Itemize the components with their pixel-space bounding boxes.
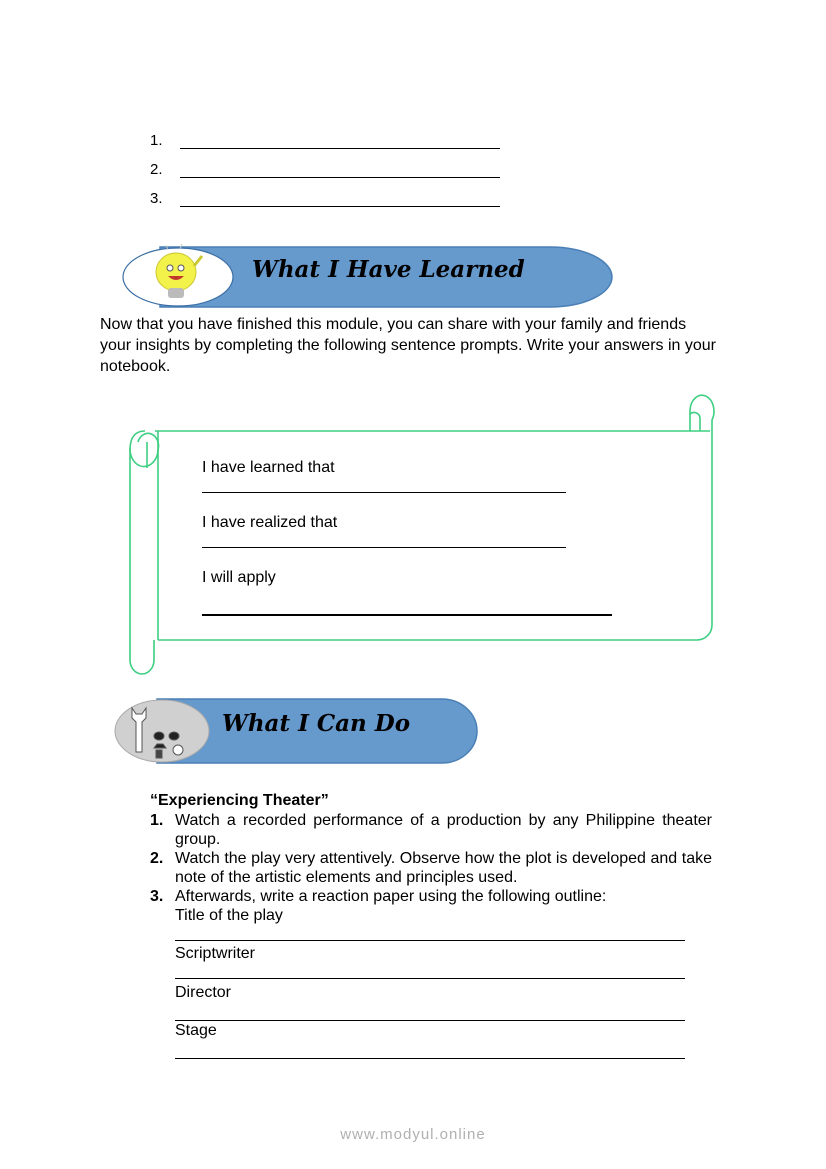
answer-number-3: 3. [150,190,163,207]
prompt-learned-blank [202,478,566,493]
answer-line-3 [180,191,500,207]
answer-line-2 [180,162,500,178]
section-title-learned: What I Have Learned [252,256,525,283]
outline-title: Title of the play [175,907,283,924]
prompt-apply-blank [202,600,612,616]
step-text: Afterwards, write a reaction paper using the following outline: [175,888,607,905]
outline-stage: Stage [175,1022,217,1039]
outline-director-blank [175,1010,685,1021]
answer-number-2: 2. [150,161,163,178]
step-3 [150,887,712,906]
step-number: 2. [150,850,164,867]
prompt-realized-blank [202,533,566,548]
outline-director: Director [175,984,232,1001]
intro-paragraph: Now that you have finished this module, you can share with your family and friends your insights by completing the following sentence prompts. Write your answers in your notebook. [100,316,716,375]
footer-watermark: www.modyul.online [340,1126,486,1143]
answer-line-1 [180,133,500,149]
step-number: 1. [150,812,164,829]
outline-scriptwriter-blank [175,968,685,979]
prompt-learned: I have learned that [202,459,335,476]
activity-title: “Experiencing Theater” [150,792,329,809]
prompt-apply: I will apply [202,569,276,586]
outline-scriptwriter: Scriptwriter [175,945,256,962]
step-1 [150,811,712,849]
outline-title-blank [175,930,685,941]
step-number: 3. [150,888,164,905]
prompt-realized: I have realized that [202,514,338,531]
answer-number-1: 1. [150,132,163,149]
outline-stage-blank [175,1048,685,1059]
section-title-can-do: What I Can Do [222,710,411,737]
step-2 [150,849,712,887]
step-text: Watch the play very attentively. Observe how the plot is developed and take note of the artistic elements and principles used. [175,850,712,886]
step-text: Watch a recorded performance of a production by any Philippine theater group. [175,812,712,848]
